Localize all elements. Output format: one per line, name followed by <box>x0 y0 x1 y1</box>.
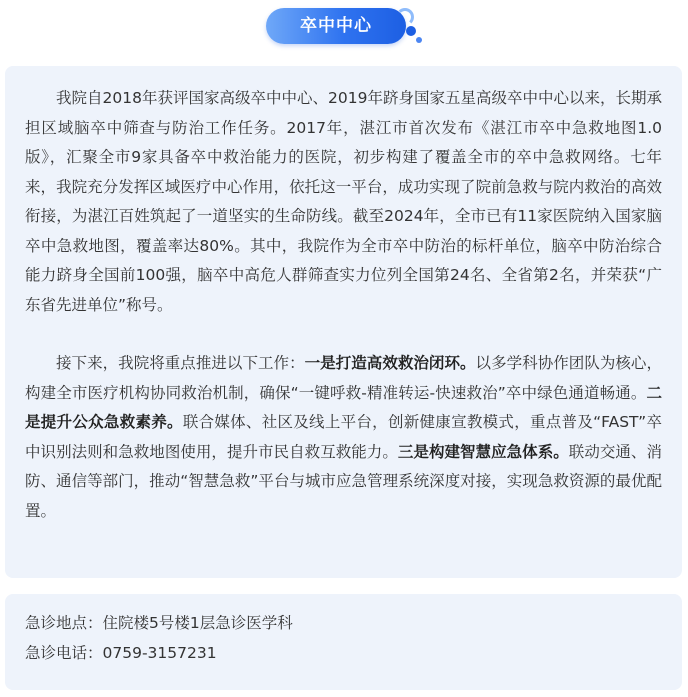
plan-item2-text: 联合媒体、社区及线上平台，创新健康宣教模式，重点普及“FAST”卒中识别法则和急救地图使用，提升市民自救互救能力。 <box>25 413 662 461</box>
plan-item2-title: 二是提升公众急救素养。 <box>25 383 662 431</box>
emergency-location-value: 住院楼5号楼1层急诊医学科 <box>102 614 293 632</box>
section-title: 卒中中心 <box>300 16 372 36</box>
section-title-badge <box>266 6 426 46</box>
content-card <box>5 66 682 578</box>
title-pill <box>266 8 406 44</box>
contact-card <box>5 594 682 690</box>
plan-item3-text: 联动交通、消防、通信等部门，推动“智慧急救”平台与城市应急管理系统深度对接，实现急救资源的最优配置。 <box>25 442 662 520</box>
plan-item1-title: 一是打造高效救治闭环。 <box>304 354 476 372</box>
decorative-dot-icon <box>406 26 416 36</box>
emergency-phone-value: 0759-3157231 <box>102 644 217 662</box>
decorative-arc-icon <box>396 8 414 26</box>
emergency-phone-label: 急诊电话： <box>25 644 103 662</box>
emergency-location-label: 急诊地点： <box>25 614 103 632</box>
emergency-location <box>25 608 662 638</box>
plan-item3-title: 三是构建智慧应急体系。 <box>397 442 569 461</box>
emergency-phone <box>25 638 662 668</box>
decorative-dot-small-icon <box>416 37 422 43</box>
intro-paragraph: 我院自2018年获评国家高级卒中中心、2019年跻身国家五星高级卒中中心以来，长期承担区域脑卒中筛查与防治工作任务。2017年，湛江市首次发布《湛江市卒中急救地图1.0版》，汇聚全市9家具备卒中救治能力的医院，初步构建了覆盖全市的卒中急救网络。七年来，我院充分发挥区域医疗中心作用，依托这一平台，成功实现了院前急救与院内救治的高效衔接，为湛江百姓筑起了一道坚实的生命防线。截至2024年，全市已有11家医院纳入国家脑卒中急救地图，覆盖率达80%。其中，我院作为全市卒中防治的标杆单位，脑卒中防治综合能力跻身全国前100强，脑卒中高危人群筛查实力位列全国第24名、全省第2名，并荣获“广东省先进单位”称号。 <box>25 89 662 314</box>
plan-item1-text: 以多学科协作团队为核心，构建全市医疗机构协同救治机制，确保“一键呼救-精准转运-快速救治”卒中绿色通道畅通。 <box>25 354 662 402</box>
plan-paragraph <box>25 349 662 526</box>
plan-lead: 接下来，我院将重点推进以下工作： <box>56 354 305 372</box>
